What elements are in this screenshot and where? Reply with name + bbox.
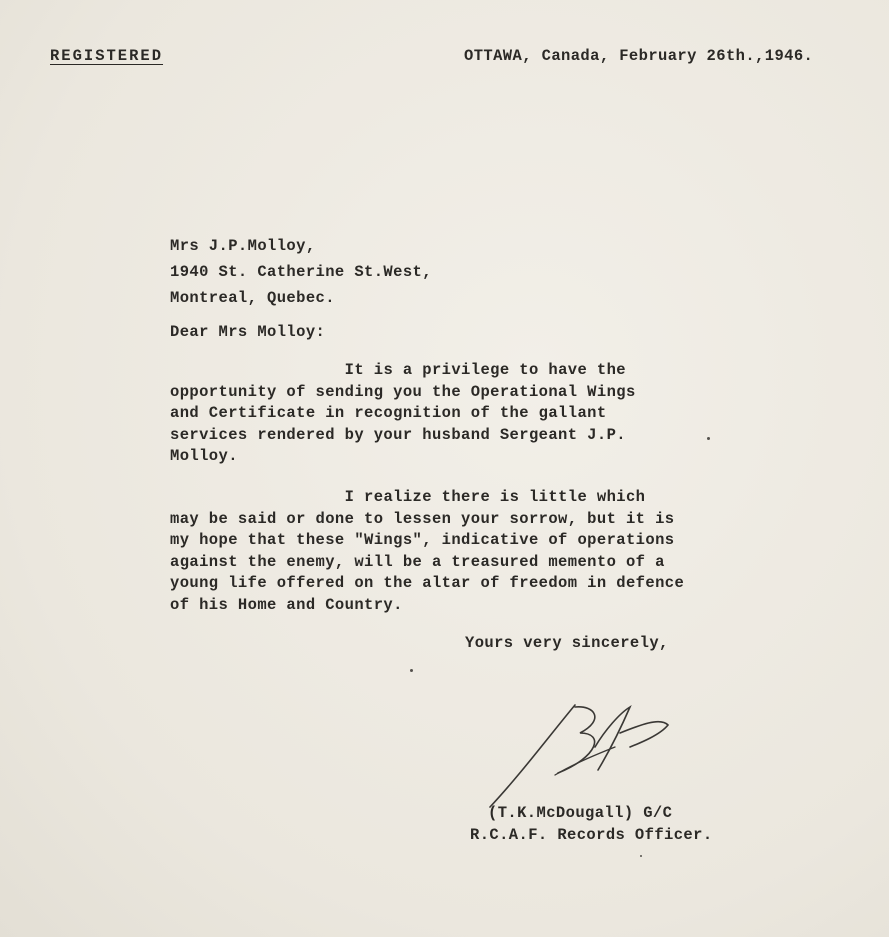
recipient-name: Mrs J.P.Molloy, (170, 237, 316, 255)
paper-speck (640, 855, 642, 857)
handwritten-signature (480, 695, 680, 810)
paper-speck (707, 437, 710, 440)
salutation: Dear Mrs Molloy: (170, 323, 326, 341)
closing: Yours very sincerely, (465, 634, 669, 652)
signer-name: (T.K.McDougall) G/C (488, 804, 673, 822)
signer-title: R.C.A.F. Records Officer. (470, 826, 713, 844)
recipient-street: 1940 St. Catherine St.West, (170, 263, 432, 281)
registered-label: REGISTERED (50, 47, 164, 65)
body-paragraph-1: It is a privilege to have the opportunity of sending you the Operational Wings and Certificate in recognition of the gallant services rendered by your husband Sergeant J.P. Molloy. (170, 361, 636, 465)
paper-speck (410, 669, 413, 672)
recipient-city: Montreal, Quebec. (170, 289, 335, 307)
body-paragraph-2: I realize there is little which may be said or done to lessen your sorrow, but it is my hope that these "Wings", indicative of operations against the enemy, will be a treasured memento of a young life offered on the altar of freedom in defence of his Home and Country. (170, 488, 685, 614)
dateline: OTTAWA, Canada, February 26th.,1946. (464, 47, 814, 65)
